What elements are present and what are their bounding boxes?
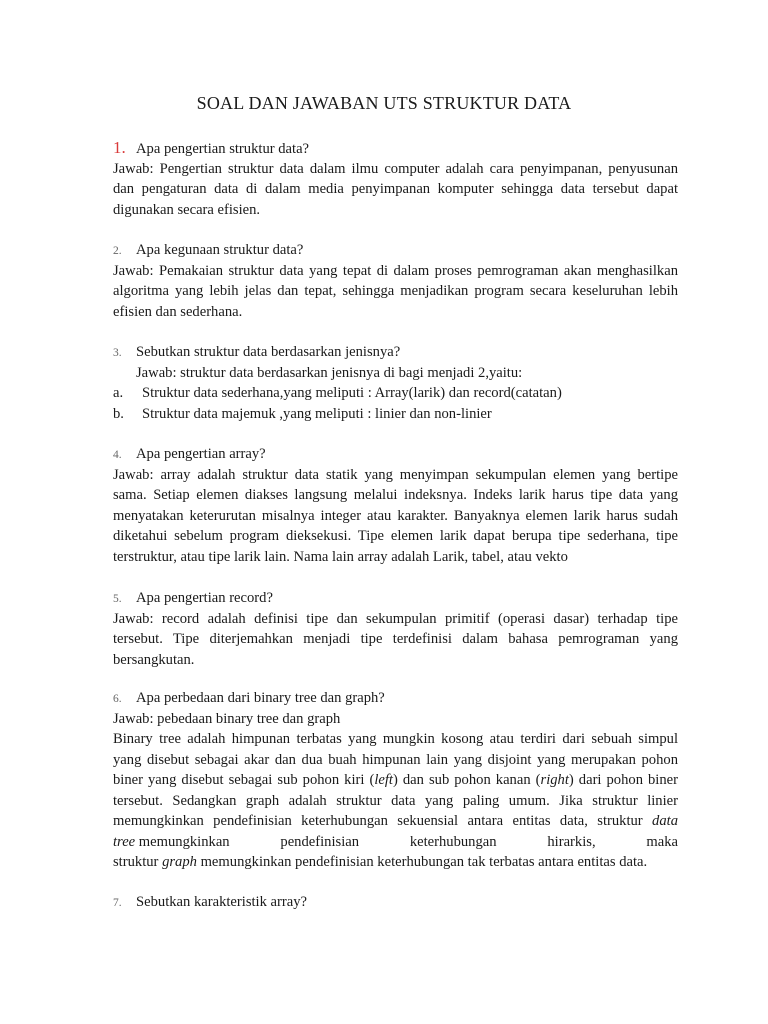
question-4-text: Apa pengertian array? <box>136 446 266 462</box>
question-3-heading <box>113 342 678 363</box>
answer-1-line: dan pengaturan data di dalam media penyimpanan komputer sehingga data tersebut dapat <box>113 181 678 197</box>
answer-6-italic: tree <box>113 833 136 850</box>
answer-3-item-a <box>113 383 678 404</box>
answer-6-line <box>113 852 678 873</box>
question-5 <box>113 588 678 670</box>
question-1-heading <box>113 138 678 159</box>
answer-4-line: menyatakan keterurutan misalnya integer atau karakter. Banyaknya elemen larik harus sudah <box>113 507 678 524</box>
answer-6-word: maka <box>646 833 678 850</box>
answer-6-text: biner yang disebut sebagai sub pohon kiri ( <box>113 772 375 788</box>
answer-6-spread-first <box>113 832 230 853</box>
answer-4-line: diketahui sebelum program dieksekusi. Tipe elemen larik dapat berupa tipe sederhana, tipe <box>113 528 678 544</box>
answer-2-line: efisien dan sederhana. <box>113 303 243 320</box>
question-6-text: Apa perbedaan dari binary tree dan graph? <box>136 690 385 706</box>
question-5-number: 5. <box>113 593 122 605</box>
item-b-letter: b. <box>113 405 124 422</box>
question-2 <box>113 240 678 322</box>
item-a-letter: a. <box>113 385 124 401</box>
question-1-text: Apa pengertian struktur data? <box>136 141 310 157</box>
answer-4-line: terstruktur, atau tipe larik lain. Nama lain array adalah Larik, tabel, atau vekto <box>113 548 568 565</box>
answer-1-line: Jawab: Pengertian struktur data dalam ilmu computer adalah cara penyimpanan, penyusunan <box>113 160 678 177</box>
answer-6-text: memungkinkan pendefinisian keterhubungan tak terbatas antara entitas data. <box>196 854 648 870</box>
answer-2-line: Jawab: Pemakaian struktur data yang tepat di dalam proses pemrograman akan menghasilkan <box>113 262 678 279</box>
question-6 <box>113 688 678 873</box>
answer-6-line <box>113 811 678 832</box>
answer-6-line-spread <box>113 832 678 853</box>
question-7-heading <box>113 892 678 913</box>
question-5-heading <box>113 588 678 609</box>
question-2-heading <box>113 240 678 261</box>
answer-6-line: Binary tree adalah himpunan terbatas yang mungkin kosong atau terdiri dari sebuah simpul <box>113 731 678 747</box>
question-6-number: 6. <box>113 693 122 705</box>
answer-3-item-b <box>113 404 678 425</box>
answer-6-text: memungkinkan <box>135 833 230 850</box>
answer-6-italic: right <box>540 772 569 788</box>
question-7 <box>113 892 678 913</box>
answer-6-word: pendefinisian <box>280 833 360 850</box>
question-4-number: 4. <box>113 449 122 461</box>
answer-6-word: keterhubungan <box>409 833 497 850</box>
question-2-number: 2. <box>113 245 122 257</box>
answer-6-text: ) dari pohon biner <box>568 772 678 788</box>
question-3 <box>113 342 678 424</box>
answer-4-line: Jawab: array adalah struktur data statik yang menyimpan sekumpulan elemen yang bertipe <box>113 466 678 483</box>
answer-5-line: Jawab: record adalah definisi tipe dan sekumpulan primitif (operasi dasar) terhadap tipe <box>113 610 678 627</box>
question-4 <box>113 444 678 567</box>
answer-6-italic: left <box>374 772 393 788</box>
answer-1-line: digunakan secara efisien. <box>113 201 261 218</box>
item-a-text: Struktur data sederhana,yang meliputi : Array(larik) dan record(catatan) <box>142 385 562 401</box>
answer-6-text: ) dan sub pohon kanan ( <box>392 772 541 788</box>
answer-6-line: tersebut. Sedangkan graph adalah struktur data yang paling umum. Jika struktur linier <box>113 792 678 809</box>
answer-4-line: sama. Setiap elemen diakses langsung melalui indeksnya. Indeks larik harus tipe data yang <box>113 487 678 503</box>
answer-6-text: memungkinkan pendefinisian keterhubungan sekuensial antara entitas data, struktur <box>113 813 653 829</box>
question-2-text: Apa kegunaan struktur data? <box>136 242 304 258</box>
question-1 <box>113 138 678 220</box>
answer-6-text: struktur <box>113 854 163 870</box>
question-4-heading <box>113 444 678 465</box>
answer-6-word: hirarkis, <box>547 833 596 850</box>
answer-6-italic: data <box>652 813 678 829</box>
question-6-heading <box>113 688 678 709</box>
question-7-text: Sebutkan karakteristik array? <box>136 894 307 910</box>
answer-6-intro: Jawab: pebedaan binary tree dan graph <box>113 710 341 727</box>
item-b-text: Struktur data majemuk ,yang meliputi : linier dan non-linier <box>142 405 492 422</box>
document-title: SOAL DAN JAWABAN UTS STRUKTUR DATA <box>196 93 572 113</box>
question-1-number: 1. <box>113 138 126 157</box>
answer-2-line: algoritma yang lebih jelas dan tepat, sehingga menjadikan program secara keseluruhan lebih <box>113 283 678 299</box>
question-3-number: 3. <box>113 347 122 359</box>
question-7-number: 7. <box>113 897 122 909</box>
answer-5-line: bersangkutan. <box>113 651 195 668</box>
answer-3-line: Jawab: struktur data berdasarkan jenisnya di bagi menjadi 2,yaitu: <box>136 364 523 381</box>
answer-6-line <box>113 770 678 791</box>
answer-5-line: tersebut. Tipe diterjemahkan menjadi tipe terdefinisi dalam bahasa pemrograman yang <box>113 631 678 647</box>
question-5-text: Apa pengertian record? <box>136 590 273 606</box>
answer-6-line: yang disebut sebagai akar dan dua buah himpunan lain yang disjoint yang merupakan pohon <box>113 751 678 768</box>
question-3-text: Sebutkan struktur data berdasarkan jenisnya? <box>136 344 401 360</box>
answer-6-italic: graph <box>162 854 197 870</box>
